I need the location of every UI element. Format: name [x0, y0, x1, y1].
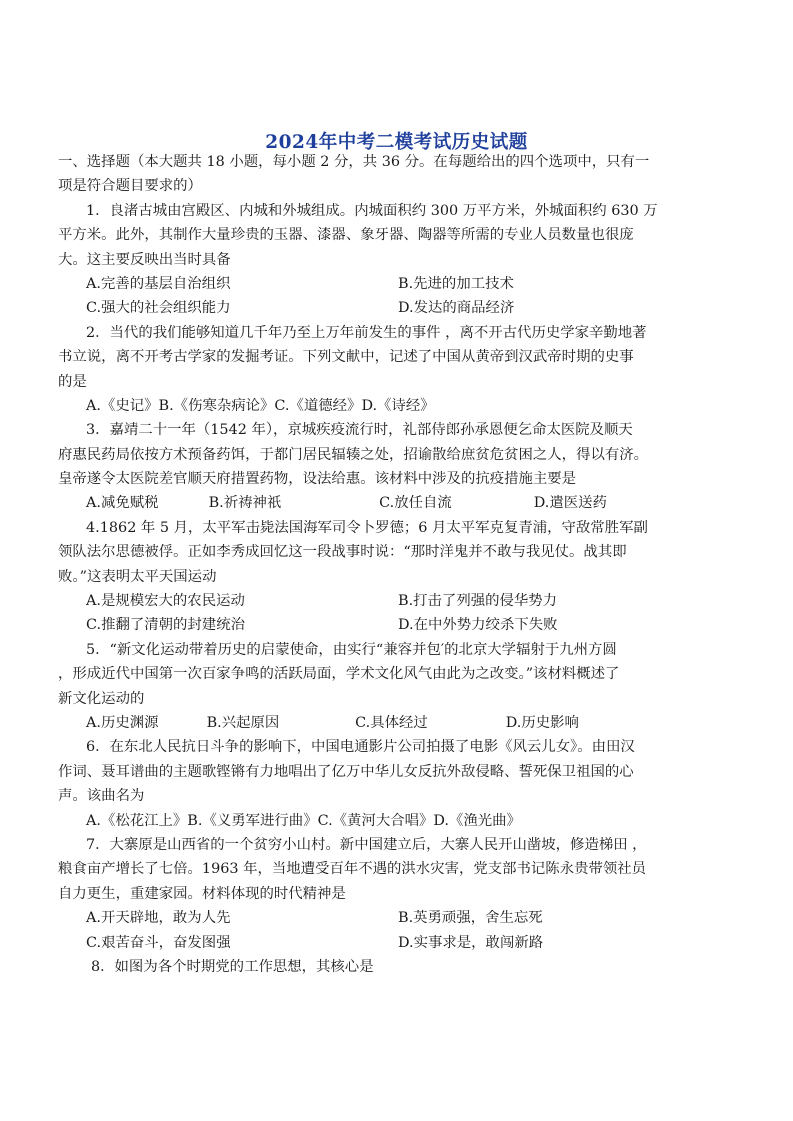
option-d: D.实事求是，敢闯新路 [398, 934, 544, 951]
option-d: D.历史影响 [505, 714, 579, 731]
exam-content [58, 150, 748, 979]
question-text: 8．如图为各个时期党的工作思想，其核心是 [91, 958, 374, 975]
question-text: 自力更生，重建家园。材料体现的时代精神是 [58, 885, 346, 902]
option-d: D.在中外势力绞杀下失败 [398, 617, 558, 634]
question-2 [58, 321, 748, 419]
question-text: 1．良渚古城由宫殿区、内城和外城组成。内城面积约 300 万平方米，外城面积约 630 万 [86, 202, 658, 219]
question-text: 府惠民药局依按方术预备药饵，于都门居民辐辏之处，招谕散给庶贫危贫困之人，得以有济。 [58, 446, 649, 463]
options-inline: A.《松花江上》B.《义勇军进行曲》C.《黄河大合唱》D.《渔光曲》 [86, 812, 521, 829]
option-row [58, 296, 748, 320]
question-6 [58, 735, 748, 833]
option-a: A.减免赋税 [86, 495, 159, 512]
option-c: C.艰苦奋斗，奋发图强 [86, 934, 231, 951]
option-b: B.兴起原因 [206, 714, 280, 731]
option-b: B.祈祷神祇 [208, 495, 282, 512]
option-c: C.放任自流 [379, 495, 452, 512]
option-b: B.打击了列强的侵华势力 [398, 593, 558, 610]
option-row [58, 711, 748, 735]
option-row [58, 931, 748, 955]
question-1 [58, 199, 748, 321]
option-a: A.开天辟地，敢为人先 [86, 910, 231, 927]
question-text: 作词、聂耳谱曲的主题歌铿锵有力地唱出了亿万中华儿女反抗外敌侵略、誓死保卫祖国的心 [58, 763, 634, 780]
question-3 [58, 418, 748, 516]
section-header-line: 项是符合题目要求的） [58, 178, 202, 195]
question-text: 平方米。此外，其制作大量珍贵的玉器、漆器、象牙器、陶器等所需的专业人员数量也很庞 [58, 227, 634, 244]
option-d: D.遣医送药 [533, 495, 607, 512]
question-8 [58, 955, 748, 979]
question-text: 6．在东北人民抗日斗争的影响下，中国电通影片公司拍摄了电影《风云儿女》。由田汉 [86, 739, 635, 756]
question-text: 2．当代的我们能够知道几千年乃至上万年前发生的事件 ，离不开古代历史学家辛勤地著 [86, 324, 647, 341]
option-a: A.完善的基层自治组织 [86, 275, 231, 292]
option-a: A.历史渊源 [86, 714, 159, 731]
option-row [58, 589, 748, 613]
question-text: 声。该曲名为 [58, 788, 145, 805]
option-b: B.英勇顽强，舍生忘死 [398, 910, 543, 927]
option-b: B.先进的加工技术 [398, 275, 514, 292]
question-text: 粮食亩产增长了七倍。1963 年，当地遭受百年不遇的洪水灾害，党支部书记陈永贵带领社员 [58, 861, 647, 878]
option-row [58, 272, 748, 296]
option-d: D.发达的商品经济 [398, 300, 515, 317]
option-row [58, 491, 748, 515]
question-text: 皇帝遂令太医院差官顺天府措置药物，设法给惠。该材料中涉及的抗疫措施主要是 [58, 471, 577, 488]
option-a: A.是规模宏大的农民运动 [86, 593, 245, 610]
question-text: 的是 [58, 373, 87, 390]
question-7 [58, 833, 748, 955]
question-text: 5．“新文化运动带着历史的启蒙使命，由实行“兼容并包′的北京大学辐射于九州方圆 [86, 641, 617, 658]
question-text: 新文化运动的 [58, 690, 145, 707]
question-4 [58, 516, 748, 638]
option-row [58, 906, 748, 930]
question-text: 书立说，离不开考古学家的发掘考证。下列文献中，记述了中国从黄帝到汉武帝时期的史事 [58, 349, 634, 366]
section-header-line: 一、选择题（本大题共 18 小题，每小题 2 分，共 36 分。在每题给出的四个选项中，只有一 [58, 154, 650, 170]
question-text: 4.1862 年 5 月，太平军击毙法国海军司令卜罗德；6 月太平军克复青浦，守敌常胜军副 [86, 519, 648, 536]
question-text: 7．大寨原是山西省的一个贫穷小山村。新中国建立后，大寨人民开山凿坡，修造梯田 ， [86, 836, 647, 853]
option-c: C.具体经过 [355, 714, 428, 731]
question-text: 领队法尔思德被俘。正如李秀成回忆这一段战事时说：“那时洋鬼并不敢与我见仗。战其即 [58, 544, 627, 561]
question-5 [58, 638, 748, 736]
option-row [58, 613, 748, 637]
option-c: C.推翻了清朝的封建统治 [86, 617, 245, 634]
option-c: C.强大的社会组织能力 [86, 300, 231, 317]
question-text: 3．嘉靖二十一年（1542 年），京城疾疫流行时，礼部侍郎孙承恩便乞命太医院及顺天 [86, 422, 633, 439]
options-inline: A.《史记》B.《伤寒杂病论》C.《道德经》D.《诗经》 [86, 397, 435, 414]
exam-title: 2024年中考二模考试历史试题 [265, 132, 528, 153]
question-text: ，形成近代中国第一次百家争鸣的活跃局面，学术文化风气由此为之改变。”该材料概述了 [58, 666, 620, 683]
question-text: 败。”这表明太平天国运动 [58, 568, 217, 585]
question-text: 大。这主要反映出当时具备 [58, 251, 231, 268]
